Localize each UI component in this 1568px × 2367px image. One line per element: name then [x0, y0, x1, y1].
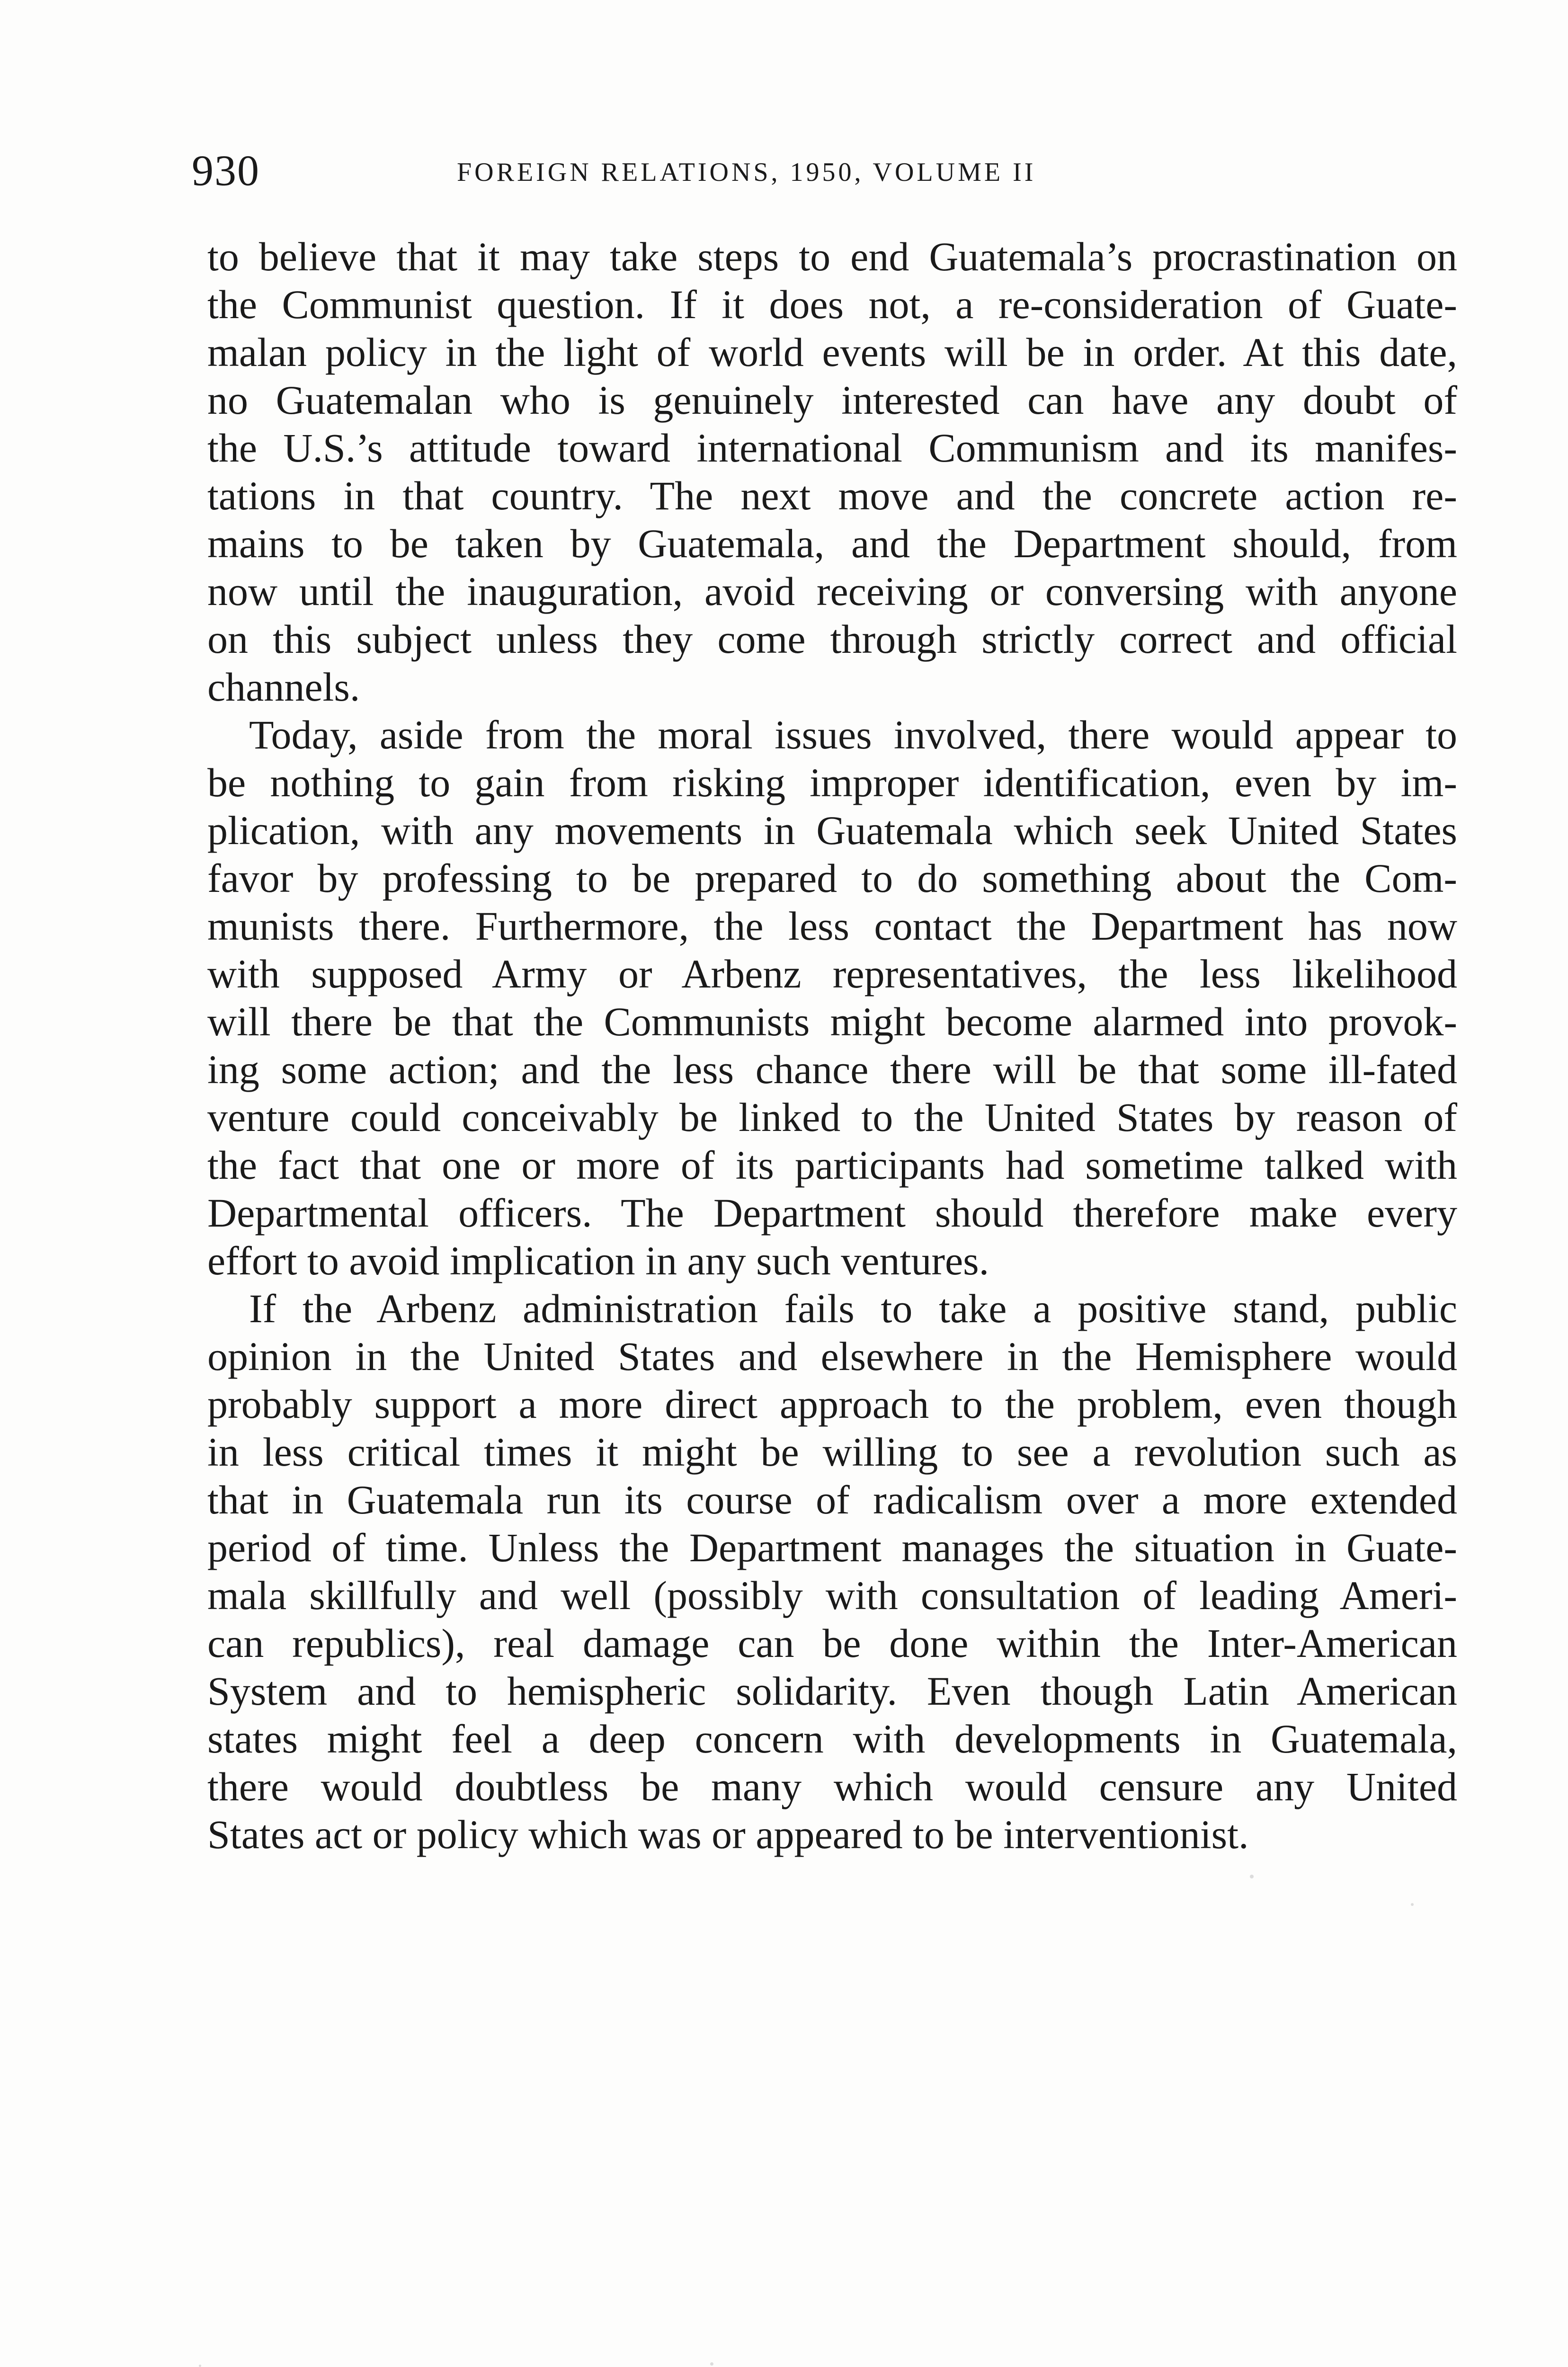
text-line: venture could conceivably be linked to the United States by reason of — [207, 1095, 1457, 1140]
text-line: channels. — [207, 664, 360, 710]
body-text — [207, 233, 1457, 1859]
paragraph-1 — [207, 233, 1457, 711]
text-line: the Communist question. If it does not, a re-consideration of Guate- — [207, 282, 1457, 327]
text-line: munists there. Furthermore, the less contact the Department has now — [207, 903, 1457, 949]
scan-speck — [1411, 1903, 1414, 1906]
text-line: there would doubtless be many which would censure any United — [207, 1764, 1457, 1809]
text-line: ing some action; and the less chance there will be that some ill-fated — [207, 1047, 1457, 1092]
text-line: mala skillfully and well (possibly with consultation of leading Ameri- — [207, 1573, 1457, 1618]
text-line: System and to hemispheric solidarity. Even though Latin American — [207, 1668, 1457, 1714]
text-line: states might feel a deep concern with developments in Guatemala, — [207, 1716, 1457, 1762]
text-line: the U.S.’s attitude toward international Communism and its manifes- — [207, 425, 1457, 471]
scan-speck — [1250, 1875, 1254, 1878]
paragraph-2 — [207, 711, 1457, 1285]
text-line: in less critical times it might be willing to see a revolution such as — [207, 1429, 1457, 1475]
text-line: to believe that it may take steps to end Guatemala’s procrastination on — [207, 234, 1457, 279]
text-line: tations in that country. The next move and the concrete action re- — [207, 473, 1457, 518]
text-line: the fact that one or more of its participants had sometime talked with — [207, 1142, 1457, 1188]
text-line: effort to avoid implication in any such ventures. — [207, 1238, 989, 1283]
text-line: can republics), real damage can be done within the Inter-American — [207, 1620, 1457, 1666]
text-line: States act or policy which was or appeared to be interventionist. — [207, 1812, 1249, 1857]
scan-speck — [199, 2365, 201, 2367]
text-line: on this subject unless they come through strictly correct and official — [207, 616, 1457, 662]
page-number: 930 — [192, 146, 260, 195]
text-line: probably support a more direct approach to the problem, even though — [207, 1381, 1457, 1427]
text-line: plication, with any movements in Guatemala which seek United States — [207, 808, 1457, 853]
text-line: If the Arbenz administration fails to take a positive stand, public — [249, 1286, 1457, 1331]
text-line: Today, aside from the moral issues involved, there would appear to — [249, 712, 1457, 757]
text-line: be nothing to gain from risking improper identification, even by im- — [207, 760, 1457, 805]
text-line: with supposed Army or Arbenz representatives, the less likelihood — [207, 951, 1457, 997]
text-line: mains to be taken by Guatemala, and the Department should, from — [207, 521, 1457, 566]
running-head — [192, 142, 1470, 199]
text-line: will there be that the Communists might become alarmed into provok- — [207, 999, 1457, 1044]
text-line: Departmental officers. The Department should therefore make every — [207, 1190, 1457, 1236]
text-line: no Guatemalan who is genuinely interested can have any doubt of — [207, 377, 1457, 423]
text-line: malan policy in the light of world events will be in order. At this date, — [207, 329, 1457, 375]
running-title: FOREIGN RELATIONS, 1950, VOLUME II — [457, 158, 1036, 187]
text-line: favor by professing to be prepared to do something about the Com- — [207, 855, 1457, 901]
text-line: opinion in the United States and elsewhere in the Hemisphere would — [207, 1334, 1457, 1379]
text-line: that in Guatemala run its course of radicalism over a more extended — [207, 1477, 1457, 1522]
paragraph-3 — [207, 1285, 1457, 1859]
text-line: now until the inauguration, avoid receiving or conversing with anyone — [207, 569, 1457, 614]
text-line: period of time. Unless the Department manages the situation in Guate- — [207, 1525, 1457, 1570]
scan-speck — [710, 2362, 713, 2366]
